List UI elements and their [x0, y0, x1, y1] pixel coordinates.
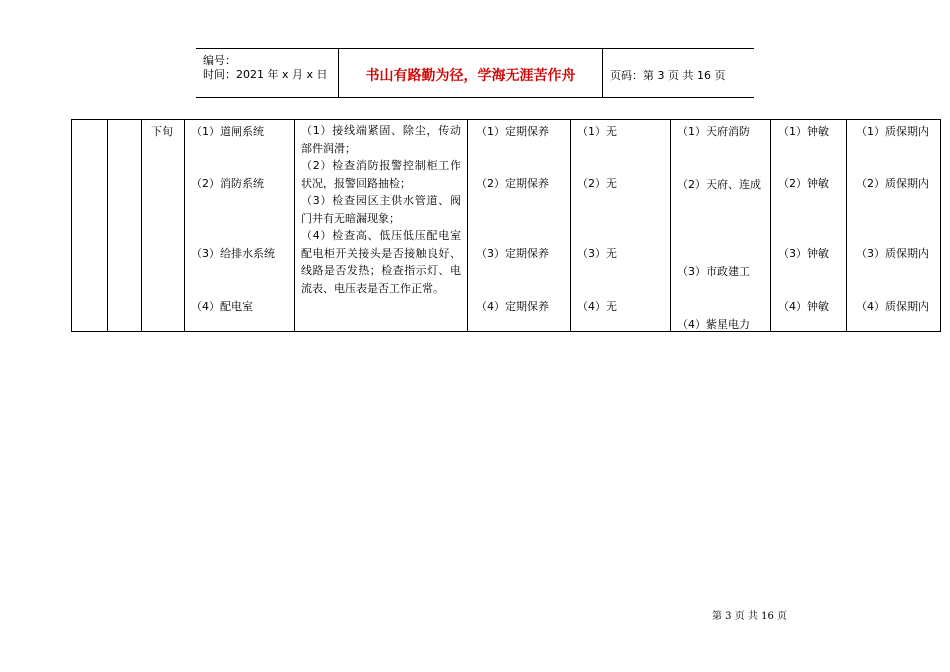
unit-item: （1）天府消防: [677, 125, 750, 138]
system-item: （4）配电室: [191, 300, 253, 313]
issue-item: （2）无: [577, 177, 617, 190]
system-item: （2）消防系统: [191, 177, 264, 190]
warranty-item: （4）质保期内: [856, 300, 929, 313]
table-divider: [184, 120, 185, 331]
page-code: 页码：第 3 页 共 16 页: [610, 69, 726, 82]
header-middle-cell: [339, 49, 603, 97]
content-item: （2）检查消防报警控制柜工作状况，报警回路抽检；: [301, 159, 461, 190]
issue-item: （4）无: [577, 300, 617, 313]
warranty-item: （2）质保期内: [856, 177, 929, 190]
table-divider: [846, 120, 847, 331]
unit-item: （2）天府、连成: [677, 178, 761, 191]
header-left-cell: [196, 49, 339, 97]
page-footer: 第 3 页 共 16 页: [712, 611, 787, 622]
person-item: （2）钟敏: [778, 177, 829, 190]
table-divider: [770, 120, 771, 331]
unit-item: （4）紫星电力: [677, 318, 750, 331]
number-label: 编号：: [203, 54, 236, 67]
header-motto: 书山有路勤为径，学海无涯苦作舟: [365, 68, 576, 84]
table-divider: [141, 120, 142, 331]
person-item: （4）钟敏: [778, 300, 829, 313]
header-right-cell: [603, 49, 754, 97]
method-item: （3）定期保养: [476, 247, 549, 260]
person-item: （1）钟敏: [778, 125, 829, 138]
table-divider: [467, 120, 468, 331]
person-item: （3）钟敏: [778, 247, 829, 260]
maintenance-table: [71, 119, 941, 332]
system-item: （3）给排水系统: [191, 247, 275, 260]
method-item: （1）定期保养: [476, 125, 549, 138]
table-border-left: [71, 120, 72, 331]
time-label: 时间：2021 年 x 月 x 日: [203, 68, 328, 81]
system-item: （1）道闸系统: [191, 125, 264, 138]
table-divider: [570, 120, 571, 331]
period-cell: 下旬: [151, 125, 173, 138]
content-item: （4）检查高、低压低压配电室配电柜开关接头是否接触良好、线路是否发热；检查指示灯、电流表、电压表是否工作正常。: [301, 229, 461, 295]
table-divider: [107, 120, 108, 331]
content-item: （1）接线端紧固、除尘，传动部件润滑；: [301, 124, 461, 155]
unit-item: （3）市政建工: [677, 265, 750, 278]
warranty-item: （3）质保期内: [856, 247, 929, 260]
content-item: （3）检查园区主供水管道、阀门井有无暗漏现象；: [301, 194, 461, 225]
warranty-item: （1）质保期内: [856, 125, 929, 138]
table-divider: [294, 120, 295, 331]
table-divider: [670, 120, 671, 331]
issue-item: （3）无: [577, 247, 617, 260]
content-cell: [301, 122, 461, 297]
issue-item: （1）无: [577, 125, 617, 138]
method-item: （4）定期保养: [476, 300, 549, 313]
method-item: （2）定期保养: [476, 177, 549, 190]
table-border-right: [940, 120, 941, 331]
page-header: [196, 48, 754, 98]
